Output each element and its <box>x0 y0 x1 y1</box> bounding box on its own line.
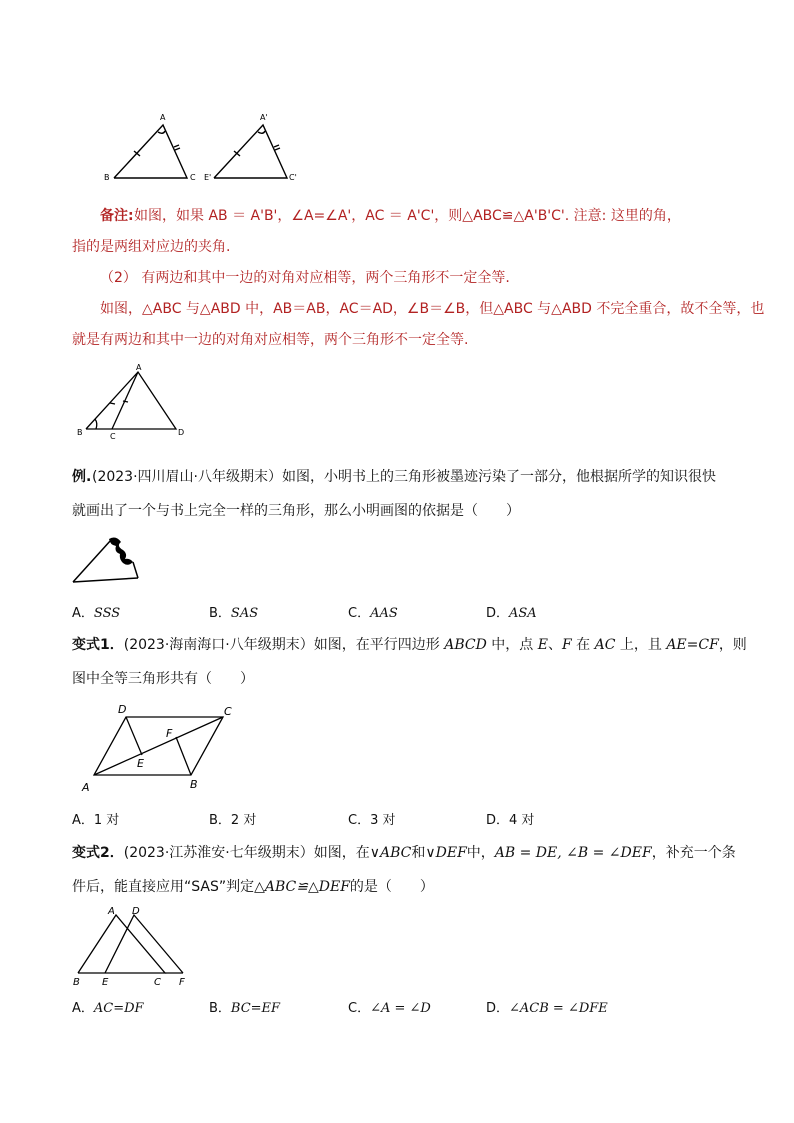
variant1-line2: 图中全等三角形共有（ ） <box>72 671 254 687</box>
label-c-prime: C' <box>289 173 297 182</box>
label-a: A <box>82 781 90 794</box>
label-f: F <box>179 977 185 988</box>
label-c: C <box>110 432 116 441</box>
text-run: (2023·海南海口·八年级期末）如图，在平行四边形 <box>123 637 445 653</box>
example-label: 例. <box>72 469 92 485</box>
option-c[interactable] <box>348 809 395 828</box>
option-letter: D． <box>486 606 510 621</box>
example-line2: 就画出了一个与书上完全一样的三角形，那么小明画图的依据是（ ） <box>72 503 520 519</box>
figure-ink-stained-triangle <box>70 535 142 585</box>
note-label: 备注: <box>100 208 134 224</box>
label-a: A <box>136 363 142 372</box>
option-letter: D． <box>486 813 510 828</box>
label-b: B <box>190 778 198 791</box>
label-c: C <box>190 173 196 182</box>
label-a: A <box>108 906 115 917</box>
option-letter: A． <box>72 606 94 621</box>
option-letter: C． <box>348 606 371 621</box>
label-b: B <box>104 173 110 182</box>
text-run: 、 <box>547 637 562 653</box>
variant1-label: 变式1． <box>72 637 124 653</box>
label-a: A <box>160 113 166 122</box>
math-run: AB = DE, ∠B = ∠DEF <box>494 845 652 861</box>
text-run: (2023·江苏淮安·七年级期末）如图，在 <box>123 845 370 861</box>
label-d: D <box>118 703 127 716</box>
label-a-prime: A' <box>260 113 268 122</box>
math-run: △ABC≌△DEF <box>254 879 350 895</box>
option-b[interactable] <box>209 997 280 1016</box>
option-text: ∠ACB = ∠DFE <box>509 1001 608 1016</box>
text-run: 在 <box>571 637 595 653</box>
ink-stain <box>109 538 133 565</box>
label-c: C <box>224 705 232 718</box>
example-line1: (2023·四川眉山·八年级期末）如图，小明书上的三角形被墨迹污染了一部分，他根据所学的知识很快 <box>92 469 716 485</box>
label-c: C <box>154 977 161 988</box>
label-e: E <box>137 757 144 770</box>
triangle-abc <box>114 125 187 178</box>
option-text: 4 对 <box>509 813 535 828</box>
figure-parallelogram <box>76 702 246 798</box>
option-letter: C． <box>348 813 371 828</box>
option-text: 1 对 <box>93 813 120 828</box>
point2-line3: 就是有两边和其中一边的对角对应相等，两个三角形不一定全等. <box>72 332 469 348</box>
math-run: ABCD <box>444 637 487 653</box>
option-text: ∠A = ∠D <box>370 1001 431 1016</box>
option-letter: C． <box>348 1001 371 1016</box>
math-run: ∨DEF <box>425 845 467 861</box>
point2-line2: 如图，△ABC 与△ABD 中，AB＝AB，AC＝AD，∠B＝∠B，但△ABC 与△ABD 不完全重合，故不全等，也 <box>100 301 765 317</box>
option-d[interactable] <box>486 997 608 1016</box>
option-text: 3 对 <box>370 813 396 828</box>
text-run: 和 <box>411 845 426 861</box>
variant2-line1 <box>72 842 736 862</box>
figure-overlapping-triangles <box>70 902 200 990</box>
option-text: SAS <box>230 606 259 621</box>
note-line2: 指的是两组对应边的夹角. <box>72 239 231 255</box>
figure-ssa-counterexample <box>74 362 194 444</box>
option-a[interactable] <box>72 602 120 621</box>
option-c[interactable] <box>348 997 431 1016</box>
math-run: E <box>537 637 548 653</box>
option-letter: B． <box>209 606 231 621</box>
figure-congruent-triangles <box>100 108 320 188</box>
label-d: D <box>132 906 140 917</box>
variant2-label: 变式2． <box>72 845 124 861</box>
option-text: 2 对 <box>230 813 257 828</box>
variant2-line2 <box>72 876 434 896</box>
option-d[interactable] <box>486 809 534 828</box>
label-b: B <box>77 428 83 437</box>
option-text: ASA <box>509 606 537 621</box>
text-run: 上，且 <box>615 637 667 653</box>
text-run: ，补充一个条 <box>651 845 736 861</box>
math-run: ∨ABC <box>369 845 412 861</box>
label-b: B <box>73 977 80 988</box>
label-e-prime: E' <box>204 173 212 182</box>
option-letter: A． <box>72 1001 94 1016</box>
triangle-a-prime <box>214 125 287 178</box>
text-run: 的是（ ） <box>349 879 434 895</box>
option-letter: A． <box>72 813 94 828</box>
option-b[interactable] <box>209 809 256 828</box>
option-b[interactable] <box>209 602 258 621</box>
option-text: BC=EF <box>230 1001 281 1016</box>
text-run: 中， <box>466 845 495 861</box>
text-run: 件后，能直接应用“SAS”判定 <box>72 879 255 895</box>
variant1-line1 <box>72 634 747 654</box>
point2-line1: （2） 有两边和其中一边的对角对应相等，两个三角形不一定全等. <box>100 270 510 286</box>
option-text: AC=DF <box>93 1001 144 1016</box>
option-d[interactable] <box>486 602 537 621</box>
note-line1: 如图，如果 AB ＝ A'B'，∠A=∠A'，AC ＝ A'C'，则△ABC≌△A'B'C'. 注意: 这里的角， <box>134 208 681 224</box>
option-c[interactable] <box>348 602 398 621</box>
option-letter: D． <box>486 1001 510 1016</box>
option-letter: B． <box>209 813 231 828</box>
math-run: AC <box>594 637 616 653</box>
text-run: ，则 <box>718 637 747 653</box>
label-f: F <box>166 727 173 740</box>
math-run: F <box>561 637 572 653</box>
label-e: E <box>102 977 109 988</box>
option-letter: B． <box>209 1001 231 1016</box>
option-a[interactable] <box>72 809 119 828</box>
text-run: 中，点 <box>486 637 538 653</box>
label-d: D <box>178 428 185 437</box>
option-text: AAS <box>370 606 398 621</box>
math-run: AE=CF <box>666 637 719 653</box>
option-a[interactable] <box>72 997 144 1016</box>
option-text: SSS <box>93 606 121 621</box>
